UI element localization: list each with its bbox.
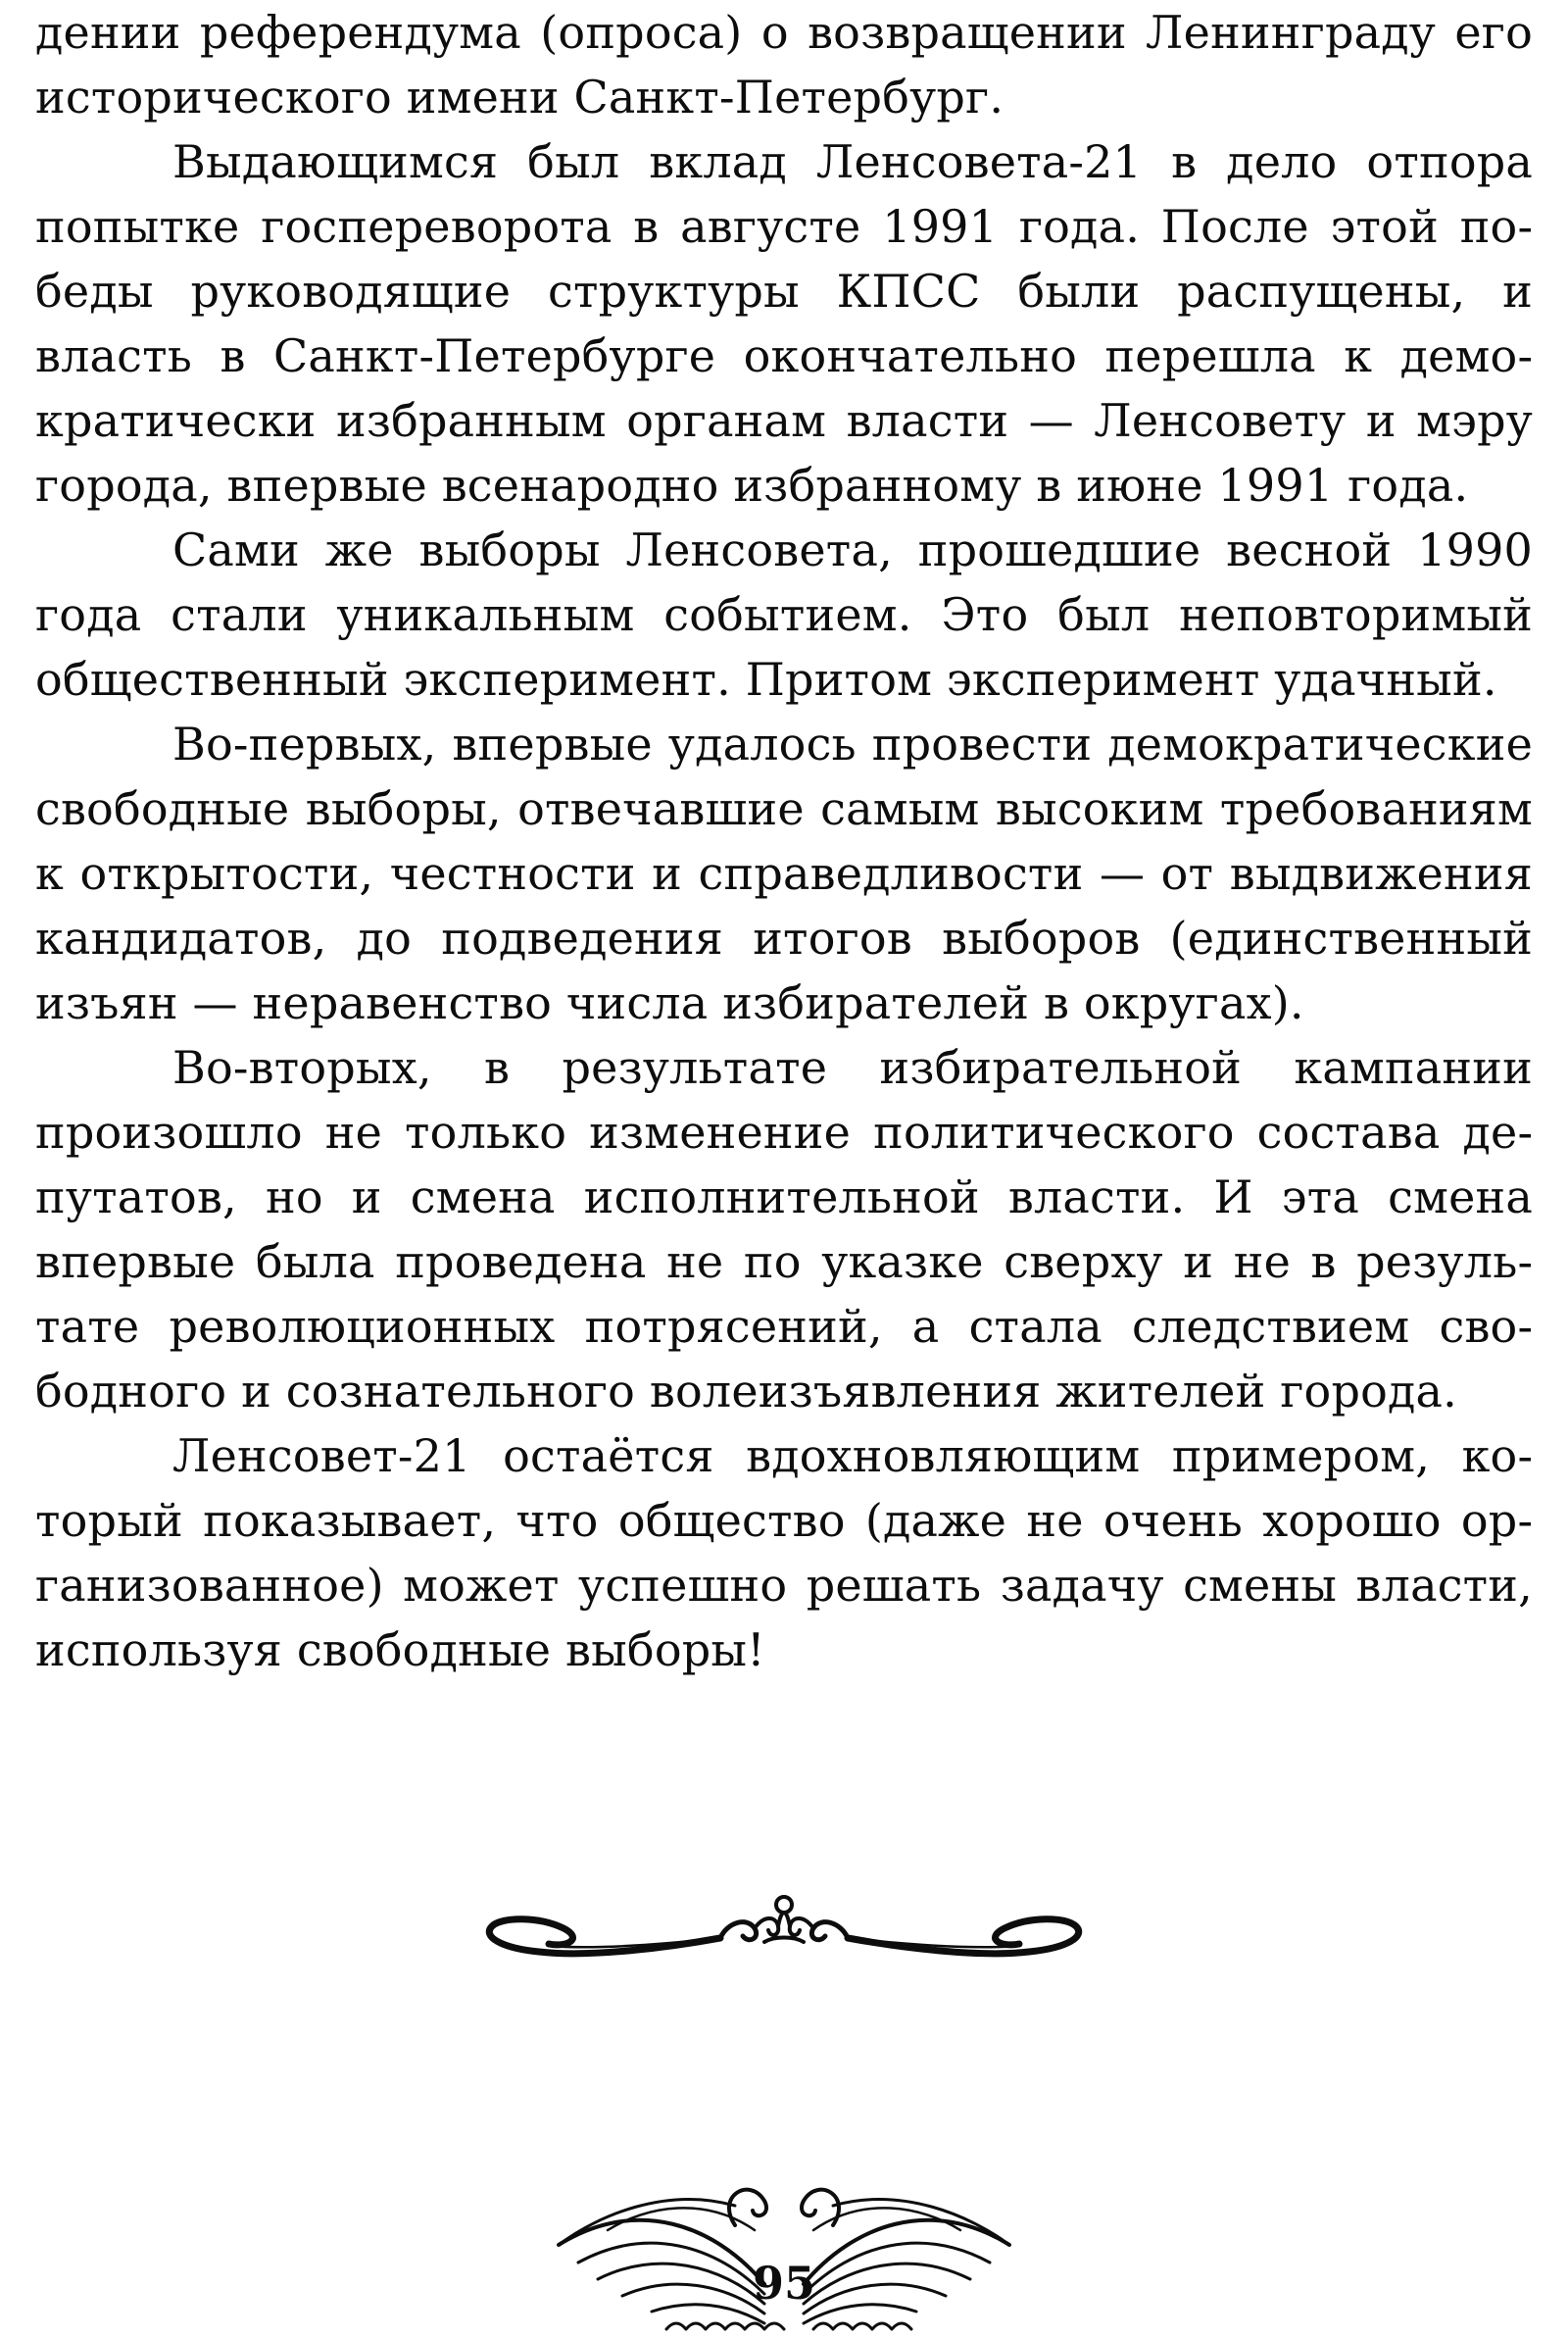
paragraph-2: Выдающимся был вклад Ленсовета-21 в дело отпора попытке госпереворота в августе 1991 года. После этой победы руководящие структуры КПСС были распущены, и власть в Санкт-Петербурге окончательно перешла к демократически избранным органам власти — Ленсовету и мэру города, впервые всенародно избранному в июне 1991 года. [35, 135, 1533, 512]
folio-ornament [519, 2137, 1049, 2338]
paragraph-4: Во-первых, впервые удалось провести демократические свободные выборы, отвечавшие самым высоким требованиям к открытости, честности и справедливости — от выдвижения кандидатов, до подведения итогов выборов (единственный изъян — неравенство числа избирателей в округах). [35, 718, 1533, 1029]
paragraph-3: Сами же выборы Ленсовета, прошедшие весной 1990 года стали уникальным событием. Это был неповторимый общественный эксперимент. Притом эксперимент удачный. [35, 523, 1533, 706]
scroll-flourish-divider-icon [470, 1887, 1098, 1975]
body-text [35, 0, 1533, 1682]
page-number: 95 [752, 2257, 815, 2310]
paragraph-6: Ленсовет-21 остаётся вдохновляющим примером, который показывает, что общество (даже не очень хорошо организованное) может успешно решать задачу смены власти, используя свободные выборы! [35, 1429, 1533, 1676]
paragraph-5: Во-вторых, в результате избирательной кампании произошло не только изменение политического состава депутатов, но и смена исполнительной власти. И эта смена впервые была проведена не по указке сверху и не в результате революционных потрясений, а стала следствием свободного и сознательного волеизъявления жителей города. [35, 1041, 1533, 1418]
paragraph-1: дении референдума (опроса) о возвращении Ленинграду его исторического имени Санкт-Петербург. [35, 6, 1533, 124]
